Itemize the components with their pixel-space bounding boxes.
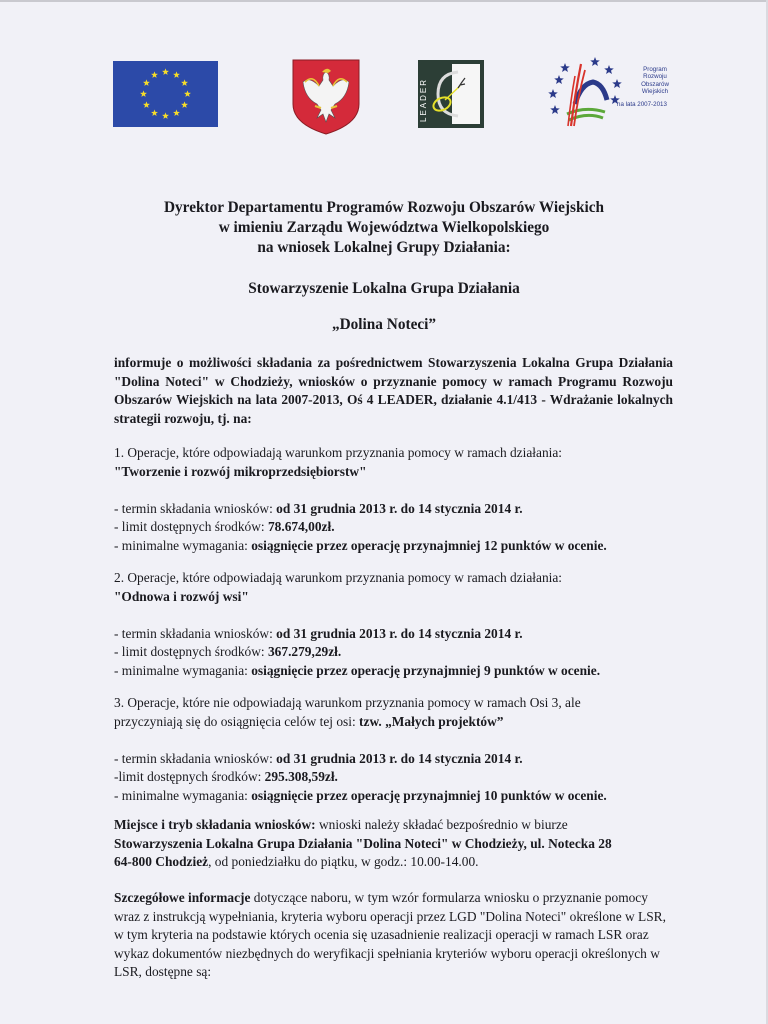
prow-line: Wiejskich xyxy=(641,87,669,95)
scan-top-edge xyxy=(0,0,768,2)
organization-name: Stowarzyszenie Lokalna Grupa Działania xyxy=(248,280,520,297)
place-label: Miejsce i tryb składania wniosków: xyxy=(114,817,316,832)
office-hours: , od poniedziałku do piątku, w godz.: 10.00-14.00. xyxy=(208,854,479,870)
requirement-value: osiągnięcie przez operację przynajmniej 12 punktów w ocenie. xyxy=(251,537,607,553)
heading-line: w imieniu Zarządu Województwa Wielkopolskiego xyxy=(218,219,550,236)
document-heading xyxy=(100,198,668,258)
prow-emblem-icon xyxy=(545,54,625,134)
deadline-label: - termin składania wniosków: xyxy=(114,750,277,766)
leader-logo xyxy=(418,60,484,128)
place-text: wnioski należy składać bezpośrednio w biurze xyxy=(315,817,568,832)
prow-star-icon xyxy=(554,75,564,84)
deadline-value: od 31 grudnia 2013 r. do 14 stycznia 2014 r. xyxy=(276,500,523,516)
limit-value: 367.279,29zł. xyxy=(267,644,342,660)
deadline-value: od 31 grudnia 2013 r. do 14 stycznia 2014 r. xyxy=(276,750,523,766)
prow-star-icon xyxy=(550,105,560,114)
group-name: „Dolina Noteci” xyxy=(331,316,437,333)
requirement-label: - minimalne wymagania: xyxy=(114,662,252,678)
leader-label: LEADER xyxy=(419,77,428,122)
deadline-label: - termin składania wniosków: xyxy=(114,625,277,641)
eu-flag-logo xyxy=(113,61,218,127)
prow-line: Rozwoju xyxy=(643,73,667,81)
limit-label: - limit dostępnych środków: xyxy=(114,519,268,535)
section-title: "Tworzenie i rozwój mikroprzedsiębiorstw" xyxy=(114,463,367,479)
prow-years: na lata 2007-2013 xyxy=(617,101,667,108)
prow-star-icon xyxy=(604,65,614,74)
submission-place xyxy=(114,816,684,872)
prow-line: Program xyxy=(643,66,667,73)
requirement-value: osiągnięcie przez operację przynajmniej 9 punktów w ocenie. xyxy=(251,662,601,678)
section-line: 2. Operacje, które odpowiadają warunkom przyznania pomocy w ramach działania: xyxy=(114,570,563,585)
limit-label: - limit dostępnych środków: xyxy=(114,644,268,660)
logo-bar xyxy=(0,58,768,138)
details-label: Szczegółowe informacje xyxy=(114,890,251,905)
office-city: 64-800 Chodzież xyxy=(114,854,209,870)
limit-value: 295.308,59zł. xyxy=(264,769,338,785)
prow-star-icon xyxy=(590,57,600,66)
section-3 xyxy=(114,694,684,806)
section-1 xyxy=(114,444,684,556)
section-2 xyxy=(114,569,684,681)
prow-star-icon xyxy=(612,79,622,88)
heading-line: na wniosek Lokalnej Grupy Działania: xyxy=(257,239,511,256)
limit-value: 78.674,00zł. xyxy=(267,519,335,535)
coat-of-arms-logo xyxy=(291,58,361,136)
requirement-value: osiągnięcie przez operację przynajmniej 10 punktów w ocenie. xyxy=(251,787,607,803)
prow-star-icon xyxy=(548,89,558,98)
details-text: dotyczące naboru, w tym wzór formularza wniosku o przyznanie pomocy wraz z instrukcją wypełniania, kryteria wyboru operacji przez LGD "Dolina Noteci" określone w LSR, w tym kryteria na podstawie których ocenia się uzasadnienie realizacji operacji w ramach LSR oraz wykaz dokumentów niezbędnych do weryfikacji spełniania kryteriów wyboru operacji określonych w LSR, dostępne są: xyxy=(114,890,666,980)
intro-paragraph: informuje o możliwości składania za pośrednictwem Stowarzyszenia Lokalna Grupa Działania "Dolina Noteci" w Chodzieży, wniosków o przyznanie pomocy w ramach Programu Rozwoju Obszarów Wiejskich na lata 2007-2013, Oś 4 LEADER, działanie 4.1/413 - Wdrażanie lokalnych strategii rozwoju, tj. na: xyxy=(114,355,673,426)
prow-star-icon xyxy=(560,63,570,72)
limit-label: -limit dostępnych środków: xyxy=(114,769,265,785)
section-title: "Odnowa i rozwój wsi" xyxy=(114,588,249,604)
section-title-prefix: przyczyniają się do osiągnięcia celów tej osi: xyxy=(114,713,360,729)
deadline-label: - termin składania wniosków: xyxy=(114,500,277,516)
office-address: Stowarzyszenia Lokalna Grupa Działania "Dolina Noteci" w Chodzieży, ul. Notecka 28 xyxy=(114,835,612,851)
heading-line: Dyrektor Departamentu Programów Rozwoju Obszarów Wiejskich xyxy=(163,199,605,216)
deadline-value: od 31 grudnia 2013 r. do 14 stycznia 2014 r. xyxy=(276,625,523,641)
requirement-label: - minimalne wymagania: xyxy=(114,537,252,553)
prow-logo xyxy=(545,54,680,134)
section-line: 1. Operacje, które odpowiadają warunkom przyznania pomocy w ramach działania: xyxy=(114,445,563,460)
prow-program-name xyxy=(625,66,685,95)
section-line: 3. Operacje, które nie odpowiadają warunkom przyznania pomocy w ramach Osi 3, ale xyxy=(114,695,581,710)
requirement-label: - minimalne wymagania: xyxy=(114,787,252,803)
details-paragraph xyxy=(114,889,674,982)
section-title: tzw. „Małych projektów” xyxy=(359,713,504,729)
prow-line: Obszarów xyxy=(641,80,669,88)
